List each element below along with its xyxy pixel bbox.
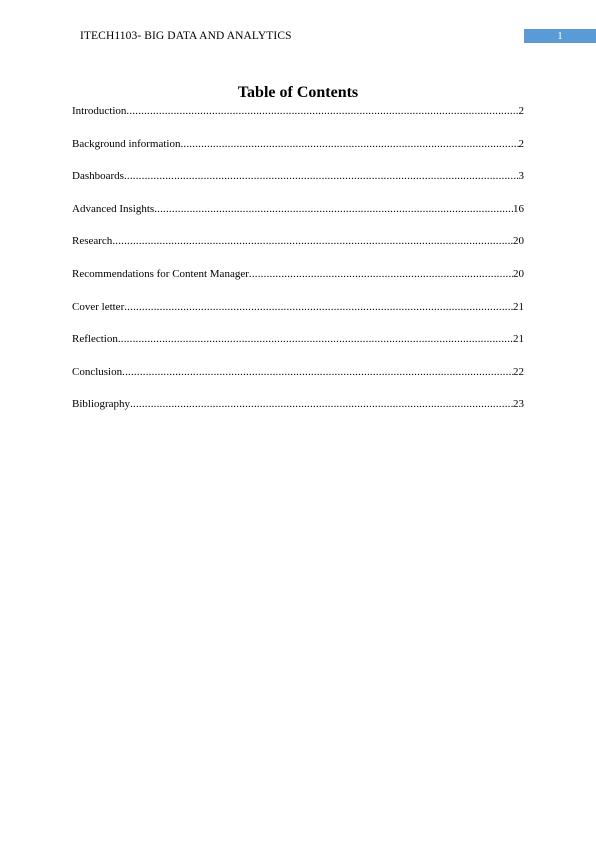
- toc-entry-label: Introduction: [72, 105, 127, 117]
- dot-leader: [124, 300, 513, 314]
- toc-entry-reflection[interactable]: [72, 332, 524, 365]
- toc-entry-page: 21: [513, 300, 524, 313]
- toc-entry-advanced-insights[interactable]: [72, 202, 524, 235]
- toc-heading: Table of Contents: [237, 84, 359, 101]
- toc-entry-label: Dashboards: [72, 170, 124, 183]
- toc-entry-label: Conclusion: [72, 365, 123, 378]
- toc-entry-page: 3: [518, 170, 524, 183]
- toc-entry-label: Reflection: [72, 333, 118, 346]
- toc-entry-background-information[interactable]: [72, 137, 524, 170]
- toc-entry-label: Cover letter: [72, 300, 125, 313]
- toc-entry-page: 16: [513, 202, 524, 215]
- toc-entry-cover-letter[interactable]: [72, 300, 524, 333]
- dot-leader: [126, 104, 518, 118]
- toc-entry-recommendations[interactable]: [72, 267, 524, 300]
- toc-entry-dashboards[interactable]: [72, 169, 524, 202]
- toc-entry-page: 23: [513, 398, 524, 411]
- dot-leader: [180, 137, 518, 151]
- table-of-contents: [72, 104, 524, 430]
- toc-entry-label: Research: [72, 235, 113, 248]
- toc-entry-label: Bibliography: [72, 398, 131, 411]
- dot-leader: [122, 365, 513, 379]
- toc-entry-bibliography[interactable]: [72, 397, 524, 430]
- dot-leader: [249, 267, 513, 281]
- toc-entry-research[interactable]: [72, 234, 524, 267]
- toc-entry-label: Recommendations for Content Manager: [72, 267, 249, 280]
- toc-entry-label: Background information: [72, 137, 181, 150]
- toc-entry-page: 20: [513, 235, 524, 248]
- toc-entry-label: Advanced Insights: [72, 202, 155, 215]
- dot-leader: [118, 332, 513, 346]
- toc-entry-page: 2: [518, 137, 524, 150]
- dot-leader: [112, 234, 513, 248]
- dot-leader: [154, 202, 513, 216]
- toc-entry-page: 2: [518, 105, 524, 117]
- dot-leader: [124, 169, 519, 183]
- toc-entry-introduction[interactable]: [72, 104, 524, 137]
- toc-entry-page: 21: [513, 333, 524, 346]
- running-header-title: ITECH1103- BIG DATA AND ANALYTICS: [80, 30, 292, 42]
- toc-entry-page: 22: [513, 365, 524, 378]
- toc-entry-page: 20: [513, 267, 524, 280]
- dot-leader: [130, 397, 513, 411]
- toc-entry-conclusion[interactable]: [72, 365, 524, 398]
- page-number-badge: 1: [524, 29, 596, 43]
